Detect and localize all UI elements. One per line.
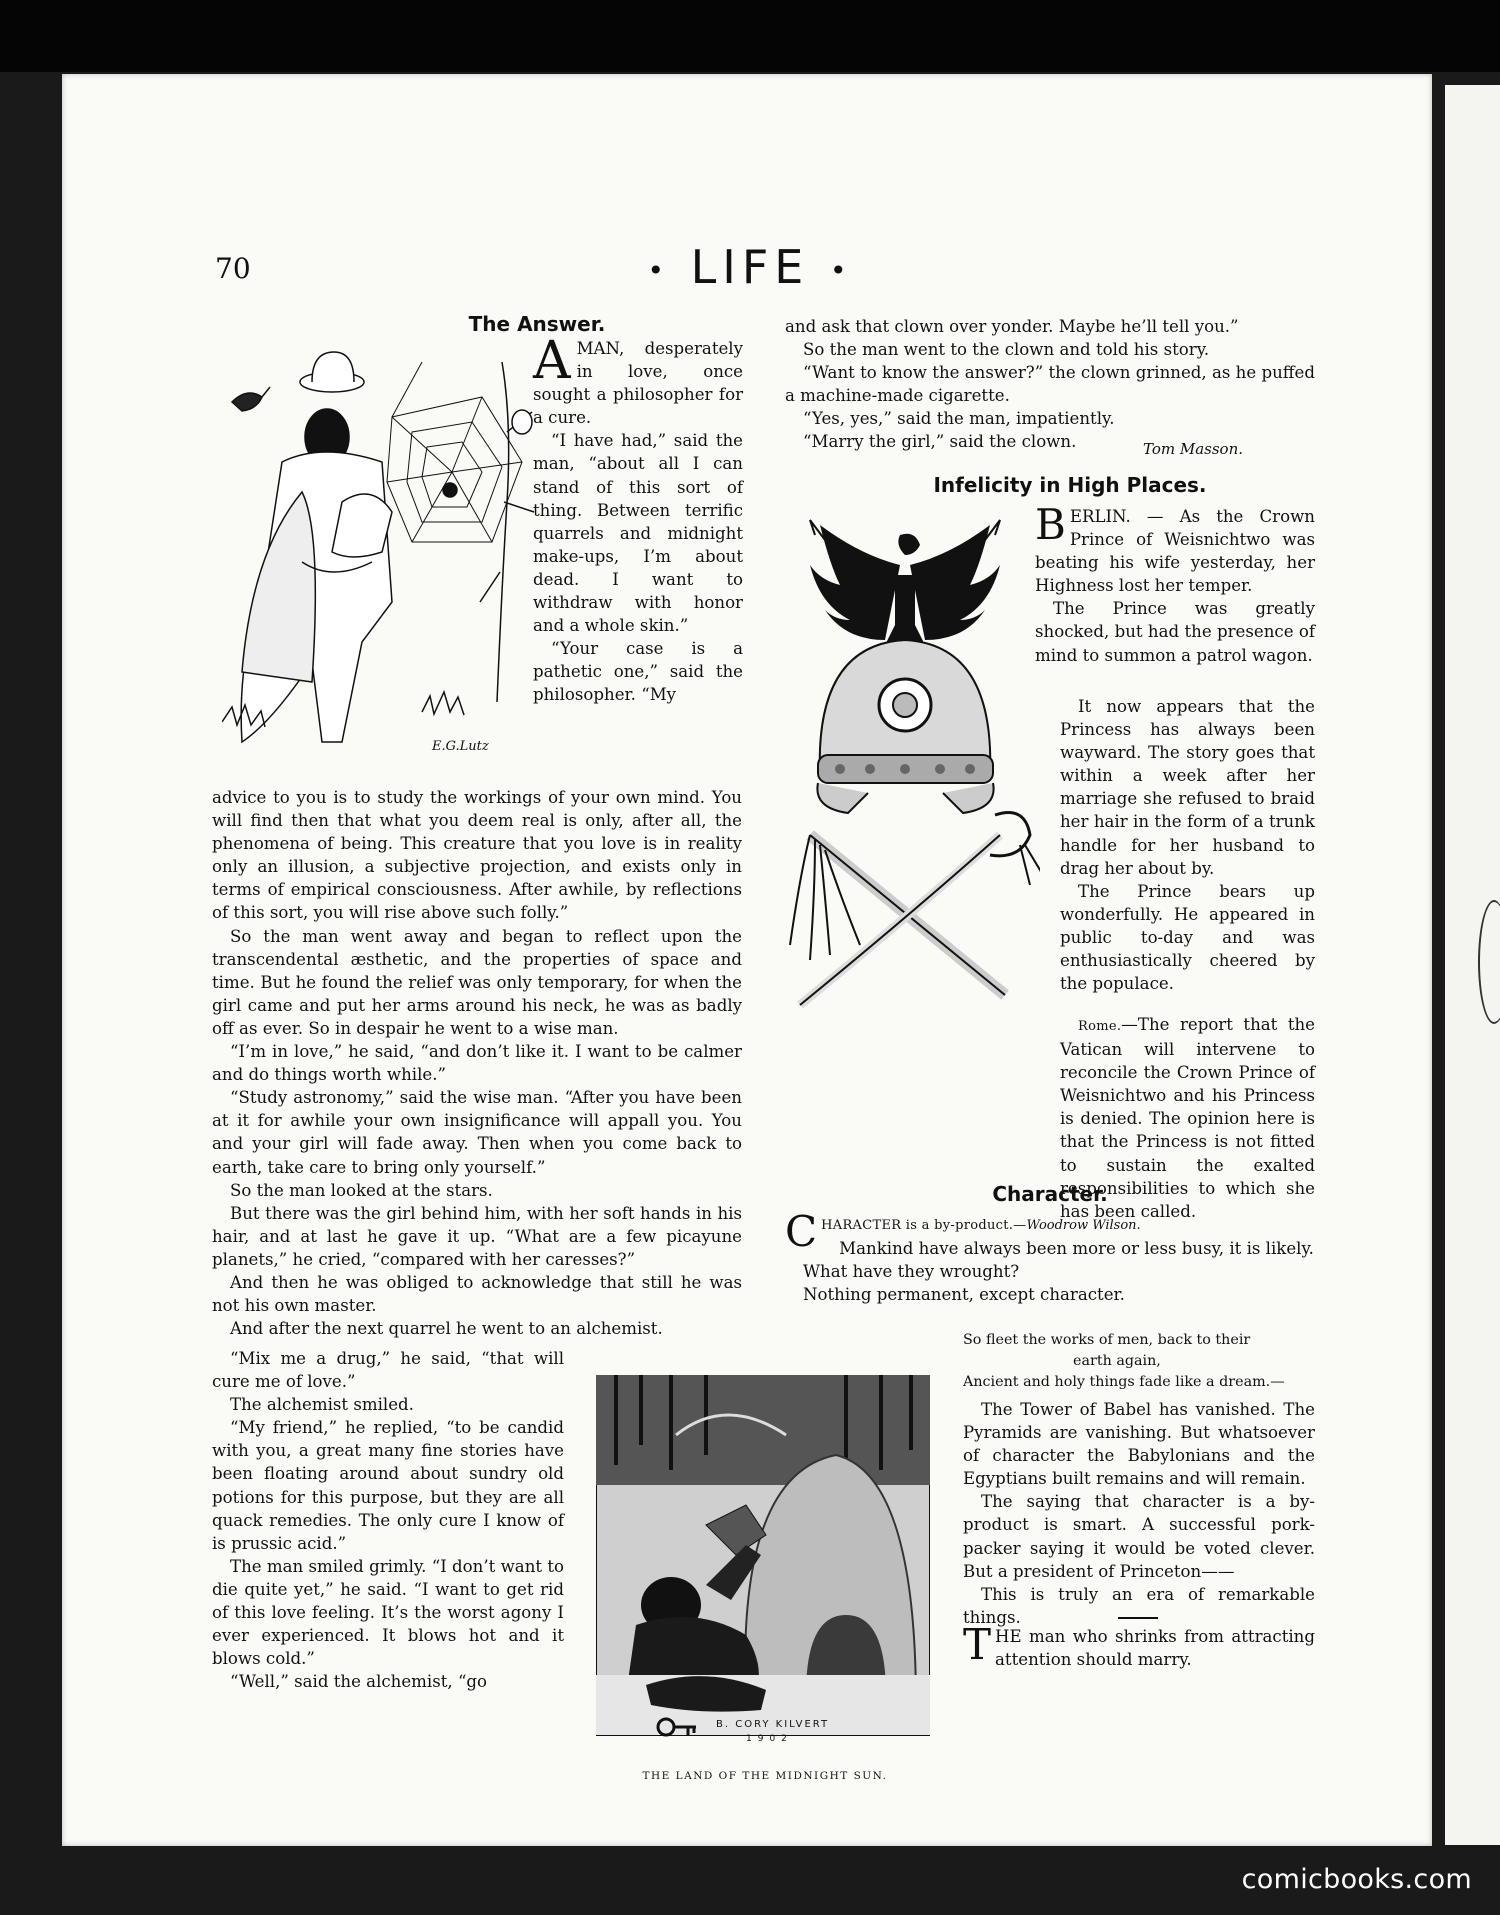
character-epigraph-author: Woodrow Wilson. [1026, 1218, 1141, 1234]
answer-p4: So the man went away and began to reflect upon the transcendental æsthetic, and the properties of space and time. But he found the relief was only temporary, for when the girl came and put her arms around his neck, he was as badly off as ever. So in despair he went to a wise man. [212, 926, 742, 1038]
midnight-sun-illustration [596, 1375, 930, 1765]
answer-p2: “I have had,” said the man, “about all I can stand of this sort of thing. Between terrific quarrels and midnight make-ups, I’m about dead. I want to withdraw with honor and a whole skin.” [533, 431, 743, 636]
answer-p9: And then he was obliged to acknowledge that still he was not his own master. [212, 1272, 742, 1316]
answer-p1-text: MAN, desperately in love, once sought a philosopher for a cure. [533, 339, 743, 428]
answer-p8: But there was the girl behind him, with her soft hands in his hair, and at last he gave it up. “What are a few picayune planets,” he cried, “compared with her caresses?” [212, 1203, 742, 1269]
answer-signature: Tom Masson. [1143, 440, 1244, 458]
epigram-body: HE man who shrinks from attracting attention should marry. [995, 1627, 1315, 1670]
answer-p12: The alchemist smiled. [230, 1395, 414, 1415]
character-p5: The saying that character is a by-product is smart. A successful pork-packer saying it would be voted clever. But a president of Princeton—— [963, 1492, 1315, 1581]
character-body [963, 1398, 1315, 1629]
dropcap-c: C [785, 1207, 818, 1257]
spider-icon [443, 483, 457, 497]
character-p2: What have they wrought? [803, 1262, 1020, 1282]
illustration-year: 1902 [746, 1734, 793, 1744]
infelicity-p3: It now appears that the Princess has always been wayward. The story goes that within a week after her marriage she refused to braid her hair in the form of a trunk handle for her husband to drag her about by. [1060, 697, 1315, 878]
answer-p15: “Well,” said the alchemist, “go [230, 1672, 488, 1692]
helmet-icon [817, 640, 993, 813]
infelicity-p4: The Prince bears up wonderfully. He appeared in public to-day and was enthusiastically cheered by the populace. [1060, 881, 1315, 994]
answer-p10: And after the next quarrel he went to an alchemist. [230, 1319, 663, 1339]
masthead-dot-left: • [647, 254, 671, 287]
dropcap-t: T [963, 1620, 992, 1669]
answer-p6: “Study astronomy,” said the wise man. “After you have been at it for awhile your own insignificance will appall you. You and your girl will fade away. Then when you come back to earth, take care to bring only yourself.” [212, 1088, 742, 1177]
answer-intro [533, 331, 743, 707]
scan-border [0, 0, 1500, 72]
answer-cont5: “Marry the girl,” said the clown. [803, 432, 1077, 452]
masthead [0, 240, 1500, 294]
masthead-dot-right: • [829, 254, 853, 287]
answer-cont3: “Want to know the answer?” the clown grinned, as he puffed a machine-made cigarette. [785, 363, 1315, 406]
epigram-text [963, 1620, 1315, 1671]
answer-cont4: “Yes, yes,” said the man, impatiently. [803, 409, 1115, 429]
answer-heading-block [212, 313, 742, 336]
couple-illustration [222, 342, 542, 762]
answer-heading: The Answer. [468, 312, 606, 336]
infelicity-heading: Infelicity in High Places. [933, 473, 1207, 497]
verse-line-3: Ancient and holy things fade like a dream.— [963, 1374, 1285, 1390]
section-divider [1118, 1617, 1158, 1619]
character-p6: This is truly an era of remarkable things. [963, 1584, 1315, 1627]
bird-icon [232, 393, 262, 411]
eagle-helmet-illustration [770, 515, 1040, 1015]
character-p1: Mankind have always been more or less busy, it is likely. [839, 1239, 1314, 1259]
infelicity-top [1035, 500, 1315, 667]
answer-cont2: So the man went to the clown and told his story. [803, 340, 1210, 360]
owl-icon [512, 410, 532, 434]
character-section [785, 1183, 1315, 1306]
page-number: 70 [215, 252, 251, 285]
answer-p14: The man smiled grimly. “I don’t want to die quite yet,” he said. “I want to get rid of this love feeling. It’s the worst agony I ever experienced. It blows hot and it blows cold.” [212, 1556, 564, 1669]
answer-body-lower [212, 1347, 564, 1693]
verse-line-1: So fleet the works of men, back to their [963, 1332, 1251, 1348]
artist-signature: E.G.Lutz [432, 739, 489, 754]
infelicity-p5-text: —The report that the Vatican will intervene to reconcile the Crown Prince of Weisnichtwo and his Princess is denied. The opinion here is that the Princess is not fitted to sustain the exalted responsibilities to which she has been called. [1060, 1015, 1315, 1221]
infelicity-heading-block [880, 474, 1260, 497]
answer-p13: “My friend,” he replied, “to be candid with you, a great many fine stories have been floating around about sundry old potions for this purpose, but they are all quack remedies. The only cure I know of is prussic acid.” [212, 1418, 564, 1553]
answer-p1 [533, 331, 743, 429]
rome-label: Rome. [1078, 1019, 1122, 1034]
answer-p5: “I’m in love,” he said, “and don’t like it. I want to be calmer and do things worth while.” [212, 1042, 742, 1085]
whip-sword-icon [790, 813, 1040, 1006]
verse-line-2: earth again, [1073, 1353, 1161, 1369]
illustration-caption: THE LAND OF THE MIDNIGHT SUN. [642, 1770, 888, 1782]
answer-p11: “Mix me a drug,” he said, “that will cure me of love.” [212, 1349, 564, 1392]
answer-p3b: advice to you is to study the workings of your own mind. You will find then that what you deem real is only, after all, the phenomena of being. This creature that you love is in reality only an illusion, a subjective projection, and exists only in terms of empirical consciousness. After awhile, by reflections of this sort, you will rise above such folly.” [212, 788, 742, 923]
infelicity-p2: The Prince was greatly shocked, but had the presence of mind to summon a patrol wagon. [1035, 599, 1315, 665]
character-epigraph-text: HARACTER is a by-product.— [821, 1218, 1027, 1234]
infelicity-p1-text: ERLIN. — As the Crown Prince of Weisnichtwo was beating his wife yesterday, her Highness lost her temper. [1035, 507, 1315, 596]
character-p4: The Tower of Babel has vanished. The Pyramids are vanishing. But whatsoever of character the Babylonians and the Egyptians built remains and will remain. [963, 1400, 1315, 1489]
answer-cont1: and ask that clown over yonder. Maybe he’ll tell you.” [785, 317, 1239, 336]
answer-continuation [785, 315, 1315, 454]
dropcap-a: A [533, 331, 571, 391]
infelicity-p1 [1035, 500, 1315, 597]
character-p3: Nothing permanent, except character. [803, 1285, 1125, 1305]
character-verse [963, 1330, 1315, 1393]
masthead-title: LIFE [690, 240, 810, 294]
answer-p7: So the man looked at the stars. [230, 1180, 493, 1200]
epigram [963, 1620, 1315, 1671]
answer-body [212, 786, 742, 1340]
infelicity-middle [1060, 695, 1315, 995]
character-heading: Character. [992, 1182, 1108, 1206]
illustration-artist: B. CORY KILVERT [716, 1719, 830, 1730]
watermark: comicbooks.com [1241, 1864, 1472, 1895]
answer-p3a: “Your case is a pathetic one,” said the philosopher. “My [533, 639, 743, 705]
dropcap-b: B [1035, 500, 1066, 549]
